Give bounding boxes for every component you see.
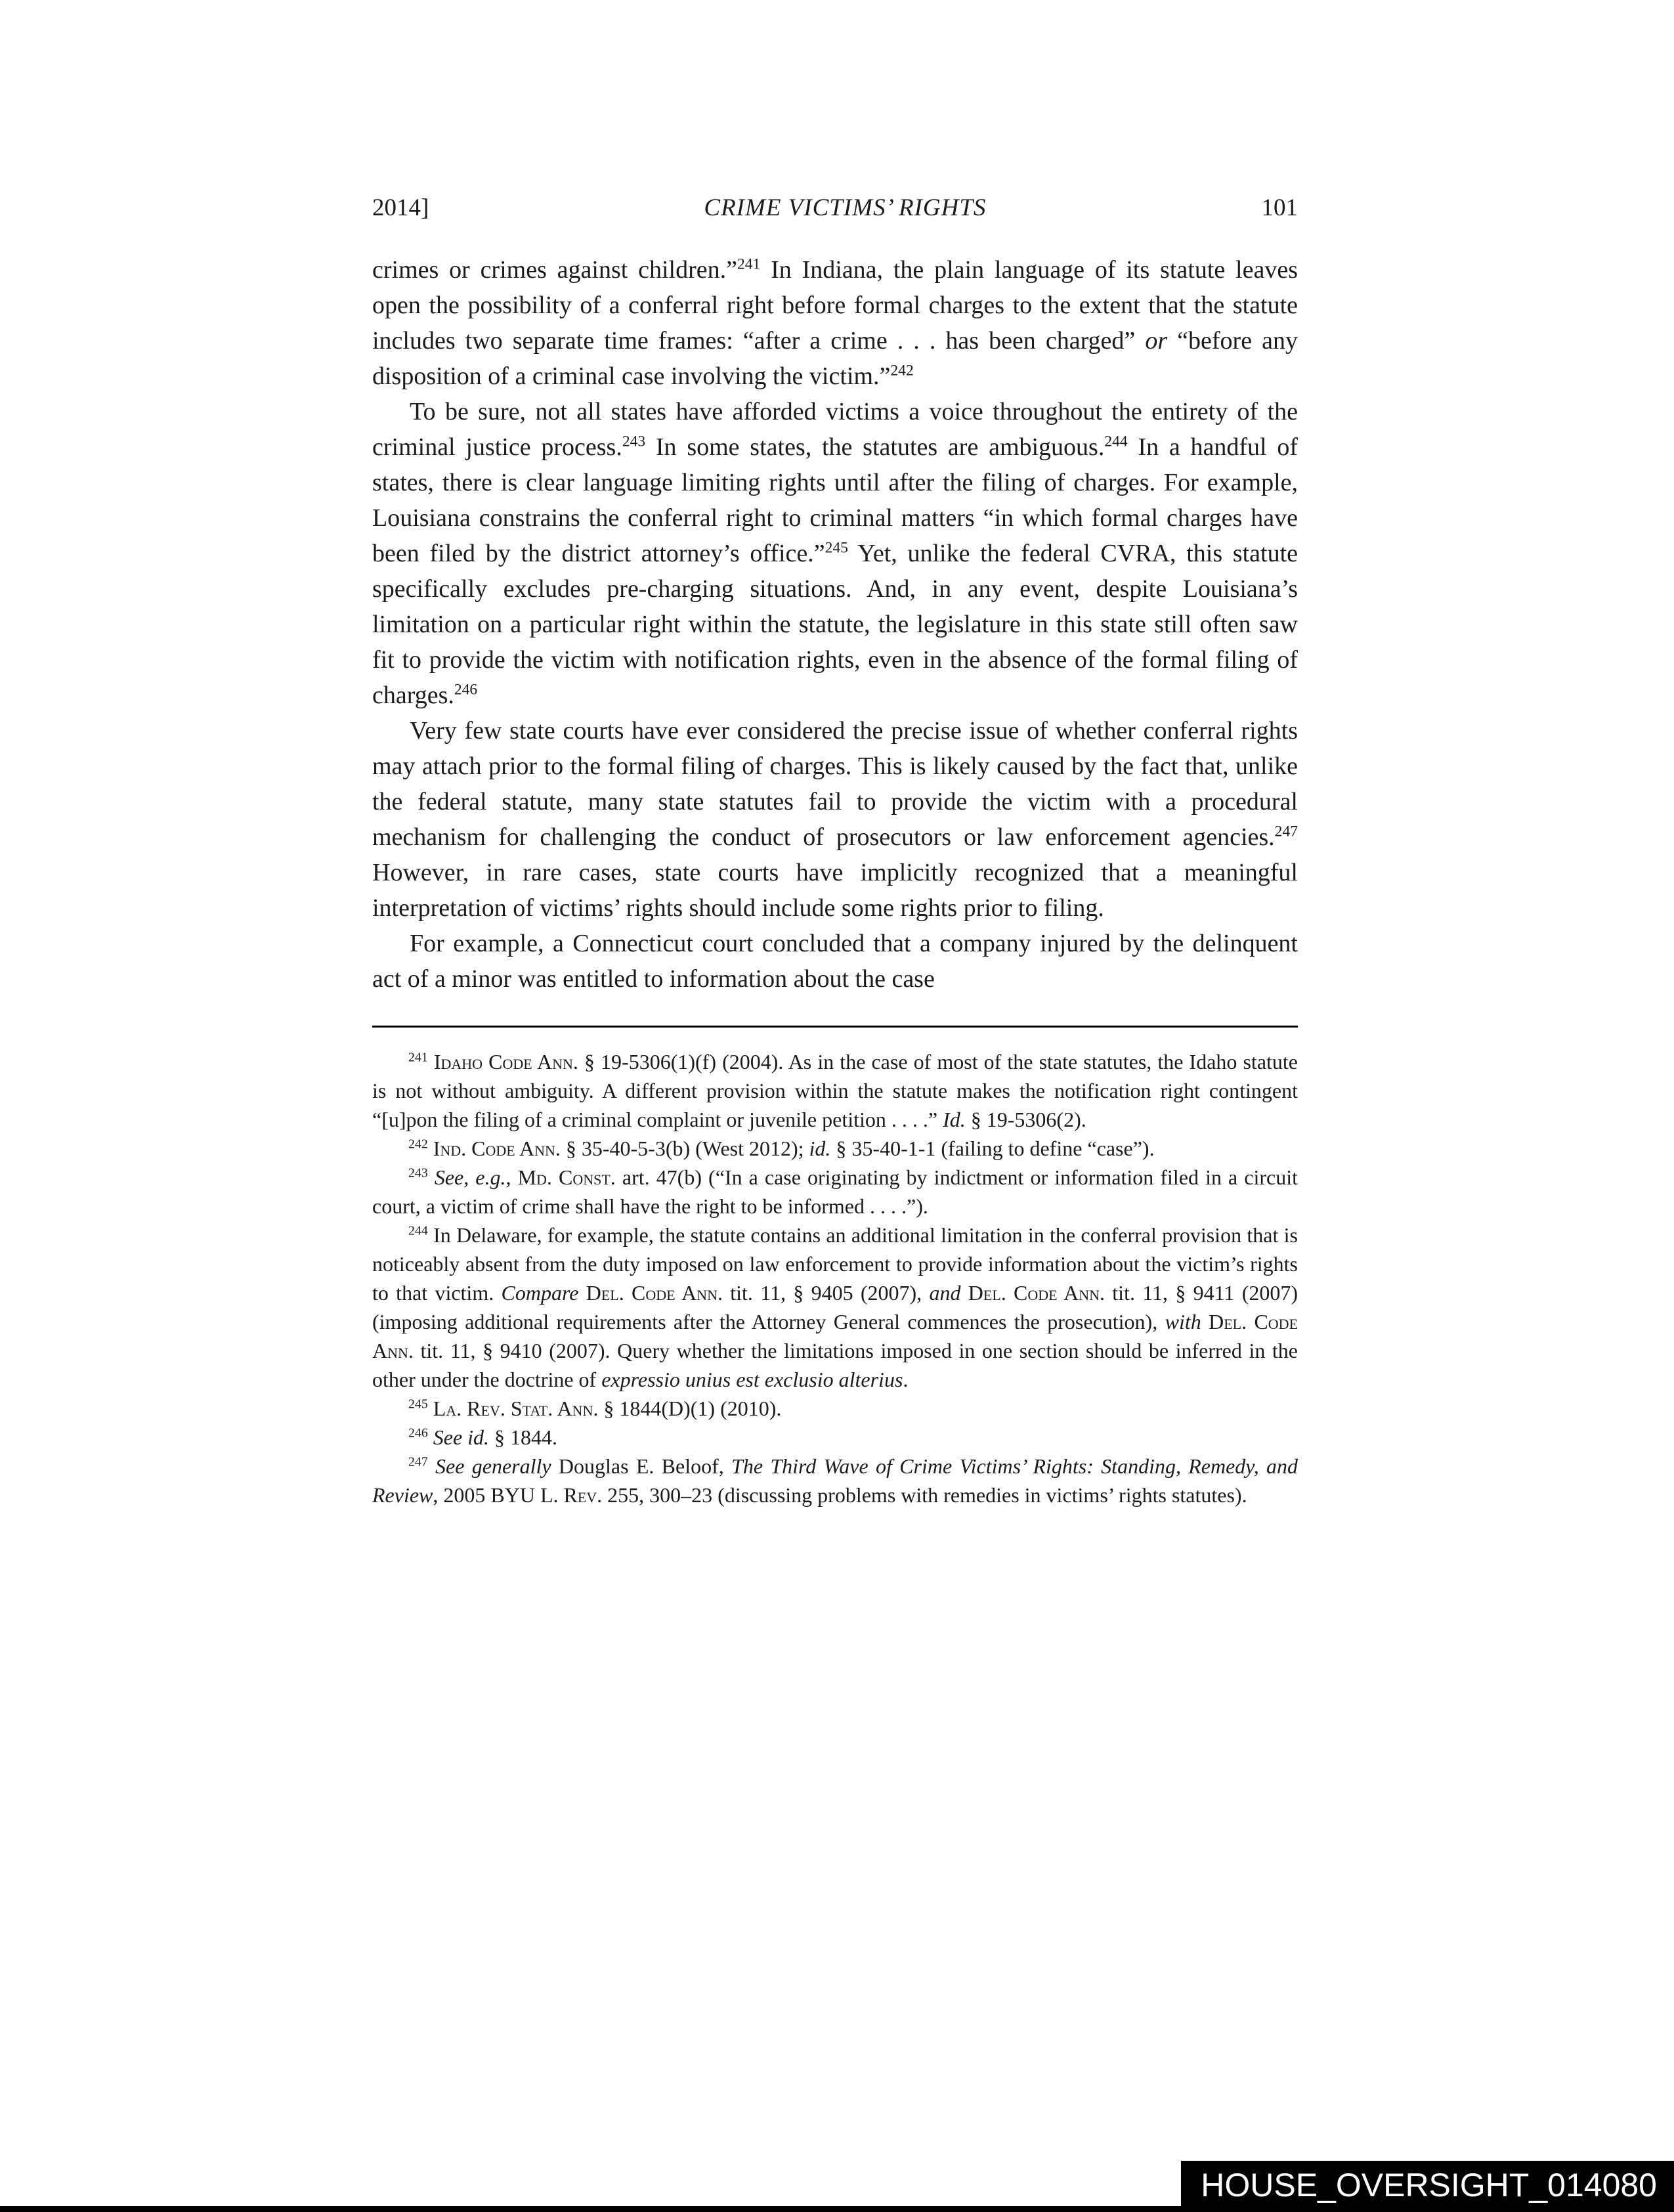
footnote-246: $^{246}$ See id. § 1844.: [408, 1425, 558, 1449]
body-paragraph: For example, a Connecticut court concluded that a company injured by the delinquent act of a minor was entitled to information about the case: [372, 930, 1298, 993]
page-header: [372, 194, 1298, 222]
article-body: [372, 252, 1298, 997]
footnote-separator: [372, 1026, 1298, 1028]
header-page-number: 101: [1261, 194, 1298, 221]
page-content: [372, 194, 1298, 1509]
footnote-242: $^{242}$ Ind. Code Ann. § 35-40-5-3(b) (West 2012); id. § 35-40-1-1 (failing to define “case”).: [408, 1137, 1155, 1160]
footnotes-section: [372, 1047, 1298, 1509]
footnote-245: $^{245}$ La. Rev. Stat. Ann. § 1844(D)(1) (2010).: [408, 1397, 782, 1420]
body-paragraph: To be sure, not all states have afforded victims a voice throughout the entirety of the criminal justice process.$^{243}$ In some states, the statutes are ambiguous.$^{244}$ In a handful of states, there is clear language limiting rights until after the filing of charges. For example, Louisiana constrains the conferral right to criminal matters “in which formal charges have been filed by the district attorney’s office.”$^{245}$ Yet, unlike the federal CVRA, this statute specifically excludes pre-charging situations. And, in any event, despite Louisiana’s limitation on a particular right within the statute, the legislature in this state still often saw fit to provide the victim with notification rights, even in the absence of the formal filing of charges.$^{246}$: [372, 398, 1298, 709]
header-running-title: CRIME VICTIMS’ RIGHTS: [704, 194, 987, 221]
bates-stamp-text: HOUSE_OVERSIGHT_014080: [1201, 2167, 1657, 2203]
footnote-243: $^{243}$ See, e.g., Md. Const. art. 47(b) (“In a case originating by indictment or information filed in a circuit court, a victim of crime shall have the right to be informed . . . .”).: [372, 1165, 1298, 1218]
body-paragraph: crimes or crimes against children.”$^{241}$ In Indiana, the plain language of its statute leaves open the possibility of a conferral right before formal charges to the extent that the statute includes two separate time frames: “after a crime . . . has been charged” or “before any disposition of a criminal case involving the victim.”$^{242}$: [372, 255, 1298, 390]
footnote-247: $^{247}$ See generally Douglas E. Beloof, The Third Wave of Crime Victims’ Rights: Standing, Remedy, and Review, 2005 BYU L. Rev. 255, 300–23 (discussing problems with remedies in victims’ rights statutes).: [372, 1454, 1298, 1507]
header-year: 2014]: [372, 194, 429, 221]
bates-stamp: [1181, 2161, 1674, 2212]
body-paragraph: Very few state courts have ever considered the precise issue of whether conferral rights may attach prior to the formal filing of charges. This is likely caused by the fact that, unlike the federal statute, many state statutes fail to provide the victim with a procedural mechanism for challenging the conduct of prosecutors or law enforcement agencies.$^{247}$ However, in rare cases, state courts have implicitly recognized that a meaningful interpretation of victims’ rights should include some rights prior to filing.: [372, 717, 1298, 922]
footnote-244: $^{244}$ In Delaware, for example, the statute contains an additional limitation in the conferral provision that is noticeably absent from the duty imposed on law enforcement to provide information about the victim’s rights to that victim. Compare Del. Code Ann. tit. 11, § 9405 (2007), and Del. Code Ann. tit. 11, § 9411 (2007) (imposing additional requirements after the Attorney General commences the prosecution), with Del. Code Ann. tit. 11, § 9410 (2007). Query whether the limitations imposed in one section should be inferred in the other under the doctrine of expressio unius est exclusio alterius.: [372, 1223, 1298, 1391]
footnote-241: $^{241}$ Idaho Code Ann. § 19-5306(1)(f) (2004). As in the case of most of the state statutes, the Idaho statute is not without ambiguity. A different provision within the statute makes the notification right contingent “[u]pon the filing of a criminal complaint or juvenile petition . . . .” Id. § 19-5306(2).: [372, 1050, 1298, 1131]
